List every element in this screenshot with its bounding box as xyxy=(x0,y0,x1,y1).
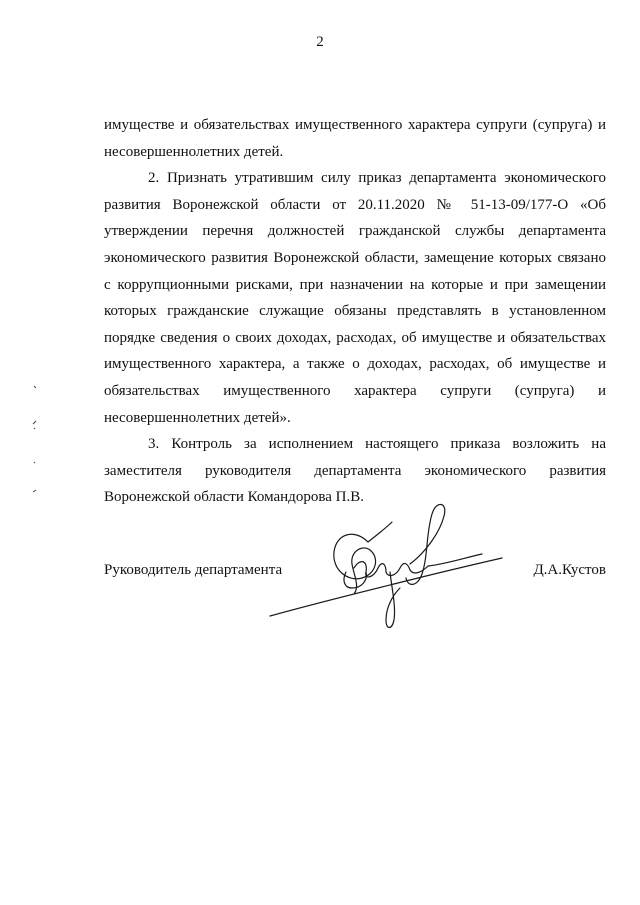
paragraph-2-line: экономического развития Воронежской области, замещение которых связано xyxy=(104,249,606,266)
paragraph-2-line: с коррупционными рисками, при назначении на которые и при замещении xyxy=(104,276,606,293)
paragraph-2-line: порядке сведения о своих доходах, расходах, об имуществе и обязательствах xyxy=(104,329,606,346)
handwritten-signature xyxy=(250,498,510,638)
paragraph-2-line: обязательствах имущественного характера супруги (супруга) и xyxy=(104,382,606,399)
signer-name: Д.А.Кустов xyxy=(533,562,606,578)
paragraph-3-line: заместителя руководителя департамента экономического развития xyxy=(104,462,606,479)
paragraph-1-line: имуществе и обязательствах имущественного характера супруги (супруга) и xyxy=(104,117,606,133)
paragraph-2-line: имущественного характера, а также о доходах, расходах, об имуществе и xyxy=(104,356,606,373)
paragraph-2-line: развития Воронежской области от 20.11.2020 № 51-13-09/177-О «Об xyxy=(104,196,606,213)
paragraph-2 xyxy=(104,165,606,431)
paragraph-1-line: несовершеннолетних детей. xyxy=(104,143,284,160)
signer-position: Руководитель департамента xyxy=(104,562,283,578)
paragraph-3-line: 3. Контроль за исполнением настоящего приказа возложить на xyxy=(148,436,606,453)
document-body xyxy=(104,112,606,511)
margin-marks xyxy=(28,380,40,500)
paragraph-2-line: которых гражданские служащие обязаны представлять в установленном xyxy=(104,303,606,320)
paragraph-1 xyxy=(104,112,606,165)
paragraph-2-line: 2. Признать утратившим силу приказ департамента экономического xyxy=(148,170,606,187)
paragraph-2-line: утверждении перечня должностей гражданской службы департамента xyxy=(104,223,606,240)
paragraph-2-line: несовершеннолетних детей». xyxy=(104,409,291,426)
paragraph-3-line: Воронежской области Командорова П.В. xyxy=(104,489,364,506)
page-number: 2 xyxy=(316,34,324,50)
